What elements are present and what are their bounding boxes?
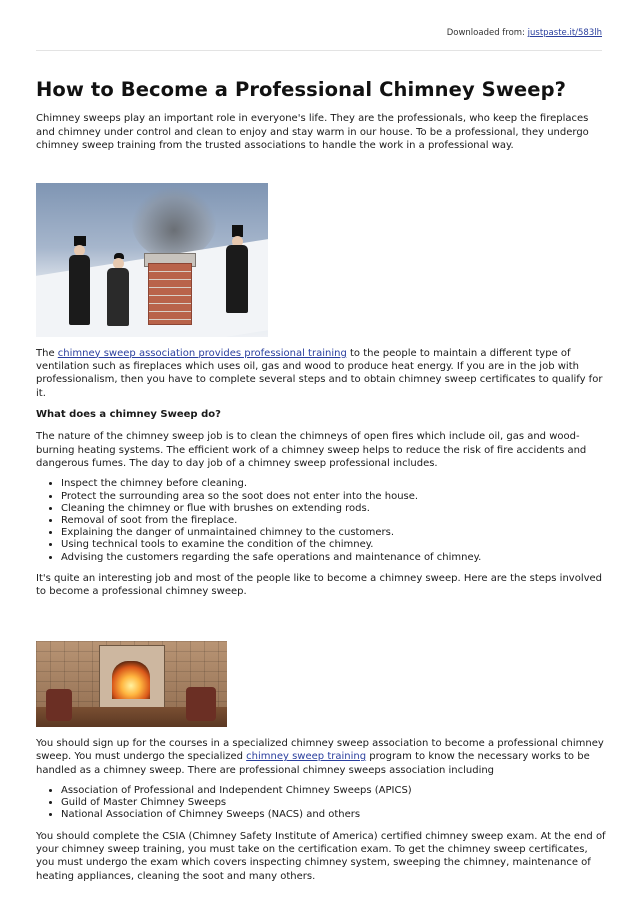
list-item: • Using technical tools to examine the condition of the chimney. — [61, 539, 606, 551]
list-item: • Cleaning the chimney or flue with brushes on extending rods. — [61, 503, 606, 515]
sweep-figure — [107, 268, 129, 326]
training-paragraph: The chimney sweep association provides professional training to the people to maintain a different type of ventilation such as fireplaces which uses oil, gas and wood to produce heat energy. If you are in the job with professionalism, then you have to complete several steps and to obtain chimney sweep certificates to qualify for it. — [36, 347, 603, 399]
list-item: • Protect the surrounding area so the soot does not enter into the house. — [61, 491, 606, 503]
list-item: • National Association of Chimney Sweeps (NACS) and others — [61, 809, 606, 821]
article — [36, 78, 606, 891]
list-item: • Association of Professional and Independent Chimney Sweeps (APICS) — [61, 785, 606, 797]
steps-intro-paragraph: It's quite an interesting job and most of the people like to become a chimney sweep. Here are the steps involved to become a professional chimney sweep. — [36, 572, 603, 598]
associations-list — [36, 785, 606, 822]
fireplace-photo — [36, 641, 227, 727]
duties-list — [36, 478, 606, 563]
sweep-head — [74, 245, 85, 256]
brick-chimney — [148, 263, 192, 325]
armchair — [186, 687, 216, 721]
downloaded-from-label: Downloaded from: — [446, 28, 525, 38]
list-item: • Removal of soot from the fireplace. — [61, 515, 606, 527]
list-item: • Guild of Master Chimney Sweeps — [61, 797, 606, 809]
intro-paragraph: Chimney sweeps play an important role in everyone's life. They are the professionals, who keep the fireplaces and chimney under control and clean to enjoy and stay warm in our house. To be a professional, they undergo chimney sweep training from the trusted associations to handle the work in a professional way. — [36, 113, 589, 152]
signup-paragraph: You should sign up for the courses in a specialized chimney sweep association to become a professional chimney sweep. You must undergo the specialized chimney sweep training program to know the necessary works to be handled as a chimney sweep. There are professional chimney sweeps association including — [36, 737, 604, 776]
chimney-sweep-training-link[interactable]: chimney sweep training — [246, 751, 367, 763]
download-source-line — [36, 28, 602, 38]
list-item: • Explaining the danger of unmaintained chimney to the customers. — [61, 527, 606, 539]
association-training-link[interactable]: chimney sweep association provides professional training — [57, 347, 347, 359]
certification-paragraph: You should complete the CSIA (Chimney Safety Institute of America) certified chimney sweep exam. At the end of your chimney sweep training, you must take on the certification exam. To get the chimney sweep certificates, you must undergo the exam which covers inspecting chimney system, sweeping the chimney, maintenance of heating appliances, cleaning the soot and many others. — [36, 830, 606, 882]
sweep-figure — [69, 255, 90, 325]
smoke-cloud — [132, 187, 216, 259]
list-item: • Inspect the chimney before cleaning. — [61, 478, 606, 490]
list-item: • Advising the customers regarding the safe operations and maintenance of chimney. — [61, 552, 606, 564]
fire — [112, 661, 150, 699]
sweep-head — [113, 258, 124, 269]
sweep-figure — [226, 245, 248, 313]
top-hat — [232, 225, 243, 237]
section-heading: What does a chimney Sweep do? — [36, 409, 221, 421]
source-link[interactable]: justpaste.it/583lh — [527, 28, 602, 38]
chimney-sweeps-photo — [36, 183, 268, 337]
header-divider — [36, 50, 602, 51]
job-nature-paragraph: The nature of the chimney sweep job is to clean the chimneys of open fires which include oil, gas and wood-burning heating systems. The efficient work of a chimney sweep helps to reduce the risk of fire accidents and dangerous fumes. The day to day job of a chimney sweep professional includes. — [36, 431, 587, 470]
article-title: How to Become a Professional Chimney Sweep? — [36, 78, 567, 101]
armchair — [46, 689, 72, 721]
